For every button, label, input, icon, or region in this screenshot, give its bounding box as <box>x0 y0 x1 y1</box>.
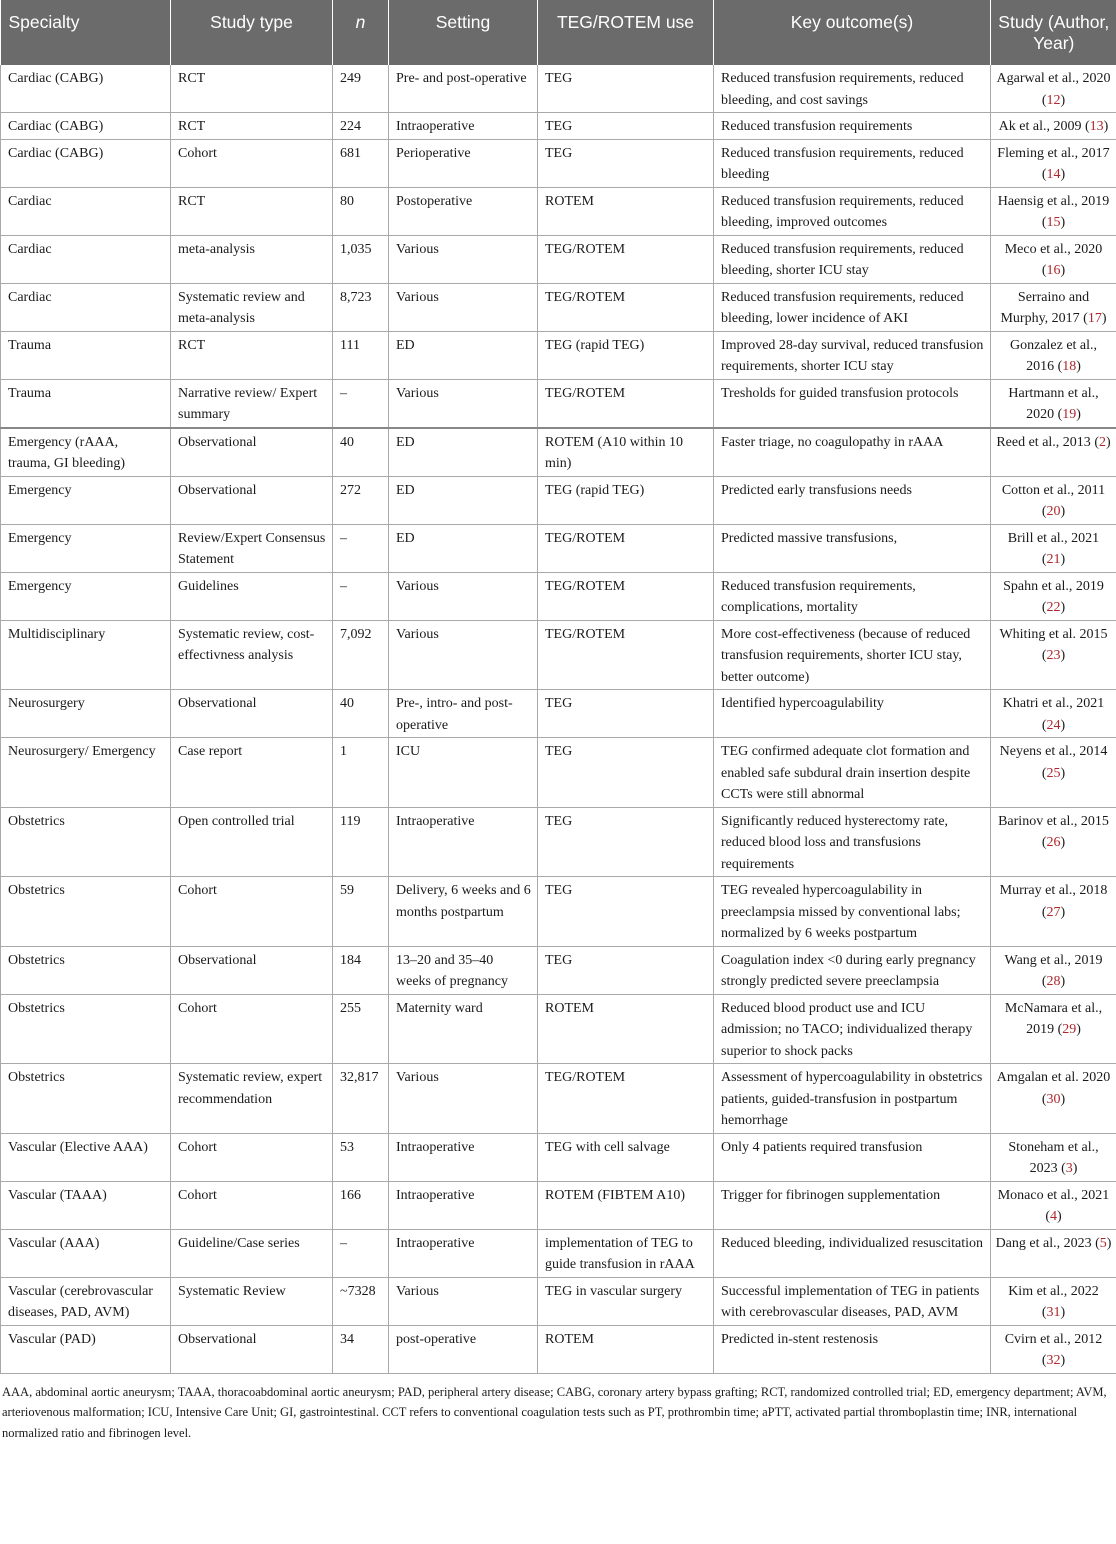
cell-specialty: Vascular (AAA) <box>1 1229 171 1277</box>
reference-link[interactable]: 12 <box>1046 92 1061 108</box>
reference-link[interactable]: 23 <box>1046 648 1061 663</box>
cell-teg-rotem-use: TEG/ROTEM <box>538 379 714 428</box>
cell-specialty: Vascular (TAAA) <box>1 1181 171 1229</box>
reference-link[interactable]: 24 <box>1046 717 1061 733</box>
cell-setting: ED <box>389 331 538 379</box>
reference-link[interactable]: 18 <box>1062 359 1077 374</box>
cell-setting: Various <box>389 379 538 428</box>
cell-n: – <box>333 524 389 572</box>
cell-n: 255 <box>333 994 389 1064</box>
cell-specialty: Emergency <box>1 524 171 572</box>
cell-study: Wang et al., 2019 (28) <box>991 946 1116 994</box>
table-row <box>1 428 1116 477</box>
cell-study-type: Guideline/Case series <box>171 1229 333 1277</box>
cell-specialty: Cardiac (CABG) <box>1 113 171 140</box>
cell-key-outcome: More cost-effectiveness (because of reduced transfusion requirements, shorter ICU stay, better outcome) <box>714 620 991 690</box>
cell-teg-rotem-use: TEG/ROTEM <box>538 283 714 331</box>
cell-study: Khatri et al., 2021 (24) <box>991 690 1116 738</box>
study-citation: Brill et al., 2021 <box>1007 530 1100 546</box>
cell-setting: Various <box>389 572 538 620</box>
cell-specialty: Vascular (Elective AAA) <box>1 1133 171 1181</box>
cell-key-outcome: Reduced transfusion requirements <box>714 113 991 140</box>
cell-teg-rotem-use: implementation of TEG to guide transfusion in rAAA <box>538 1229 714 1277</box>
cell-study: Whiting et al. 2015 (23) <box>991 620 1116 690</box>
cell-setting: ED <box>389 428 538 477</box>
cell-key-outcome: Only 4 patients required transfusion <box>714 1133 991 1181</box>
cell-n: 7,092 <box>333 620 389 690</box>
cell-study: Spahn et al., 2019 (22) <box>991 572 1116 620</box>
study-citation: Wang et al., 2019 <box>1004 952 1103 968</box>
table-row <box>1 283 1116 331</box>
cell-specialty: Obstetrics <box>1 877 171 947</box>
cell-specialty: Vascular (PAD) <box>1 1325 171 1373</box>
cell-key-outcome: Identified hypercoagulability <box>714 690 991 738</box>
study-citation: Serraino and Murphy, 2017 <box>1000 289 1090 326</box>
cell-key-outcome: Improved 28-day survival, reduced transfusion requirements, shorter ICU stay <box>714 331 991 379</box>
cell-teg-rotem-use: ROTEM <box>538 1325 714 1373</box>
cell-setting: Various <box>389 235 538 283</box>
cell-study: Gonzalez et al., 2016 (18) <box>991 331 1116 379</box>
cell-specialty: Trauma <box>1 379 171 428</box>
cell-specialty: Obstetrics <box>1 1064 171 1134</box>
cell-setting: Intraoperative <box>389 113 538 140</box>
cell-key-outcome: Tresholds for guided transfusion protocols <box>714 379 991 428</box>
table-row <box>1 331 1116 379</box>
header-n: n <box>333 0 389 65</box>
cell-key-outcome: Reduced transfusion requirements, reduced bleeding, lower incidence of AKI <box>714 283 991 331</box>
reference-link[interactable]: 26 <box>1046 835 1061 850</box>
cell-key-outcome: Significantly reduced hysterectomy rate, reduced blood loss and transfusions requirements <box>714 807 991 877</box>
table-row <box>1 524 1116 572</box>
study-citation: Meco et al., 2020 <box>1004 241 1103 257</box>
cell-key-outcome: Trigger for fibrinogen supplementation <box>714 1181 991 1229</box>
cell-study: Fleming et al., 2017 (14) <box>991 139 1116 187</box>
cell-study: Agarwal et al., 2020 (12) <box>991 65 1116 113</box>
study-citation: Murray et al., 2018 <box>999 883 1108 898</box>
reference-link[interactable]: 4 <box>1050 1209 1057 1224</box>
table-row <box>1 1229 1116 1277</box>
cell-study: Hartmann et al., 2020 (19) <box>991 379 1116 428</box>
cell-study-type: RCT <box>171 113 333 140</box>
cell-study-type: Observational <box>171 946 333 994</box>
reference-link[interactable]: 14 <box>1046 167 1061 182</box>
study-citation: Stoneham et al., 2023 <box>1008 1139 1099 1176</box>
cell-key-outcome: TEG revealed hypercoagulability in preeclampsia missed by conventional labs; normalized by 6 weeks postpartum <box>714 877 991 947</box>
cell-key-outcome: TEG confirmed adequate clot formation and enabled safe subdural drain insertion despite CCTs were still abnormal <box>714 738 991 808</box>
study-citation: Khatri et al., 2021 <box>1002 696 1105 711</box>
cell-setting: Pre- and post-operative <box>389 65 538 113</box>
header-teg-rotem-use: TEG/ROTEM use <box>538 0 714 65</box>
study-citation: Gonzalez et al., 2016 <box>1009 337 1098 374</box>
cell-setting: Perioperative <box>389 139 538 187</box>
cell-study: Kim et al., 2022 (31) <box>991 1277 1116 1325</box>
study-citation: Fleming et al., 2017 <box>997 145 1110 161</box>
reference-link[interactable]: 25 <box>1046 765 1061 781</box>
cell-key-outcome: Predicted early transfusions needs <box>714 476 991 524</box>
cell-key-outcome: Reduced transfusion requirements, reduced bleeding, and cost savings <box>714 65 991 113</box>
cell-teg-rotem-use: TEG/ROTEM <box>538 524 714 572</box>
cell-study-type: Cohort <box>171 1181 333 1229</box>
cell-study-type: RCT <box>171 65 333 113</box>
cell-n: 272 <box>333 476 389 524</box>
cell-study: Cotton et al., 2011 (20) <box>991 476 1116 524</box>
cell-teg-rotem-use: TEG (rapid TEG) <box>538 331 714 379</box>
cell-study: Reed et al., 2013 (2) <box>991 428 1116 477</box>
cell-study-type: Observational <box>171 476 333 524</box>
cell-study-type: RCT <box>171 187 333 235</box>
cell-specialty: Cardiac <box>1 283 171 331</box>
cell-setting: ED <box>389 476 538 524</box>
cell-specialty: Cardiac <box>1 235 171 283</box>
study-citation: Ak et al., 2009 <box>998 119 1082 134</box>
reference-link[interactable]: 32 <box>1046 1353 1061 1368</box>
cell-n: 681 <box>333 139 389 187</box>
cell-teg-rotem-use: TEG/ROTEM <box>538 235 714 283</box>
cell-teg-rotem-use: ROTEM <box>538 187 714 235</box>
cell-teg-rotem-use: TEG/ROTEM <box>538 620 714 690</box>
cell-key-outcome: Successful implementation of TEG in patients with cerebrovascular diseases, PAD, AVM <box>714 1277 991 1325</box>
cell-setting: 13–20 and 35–40 weeks of pregnancy <box>389 946 538 994</box>
cell-n: 1 <box>333 738 389 808</box>
study-citation: Spahn et al., 2019 <box>1003 578 1104 594</box>
table-row <box>1 379 1116 428</box>
study-citation: Barinov et al., 2015 <box>998 813 1109 829</box>
table-row <box>1 1064 1116 1134</box>
cell-n: 119 <box>333 807 389 877</box>
cell-study-type: Cohort <box>171 877 333 947</box>
cell-teg-rotem-use: ROTEM (FIBTEM A10) <box>538 1181 714 1229</box>
cell-specialty: Cardiac (CABG) <box>1 139 171 187</box>
cell-study: Amgalan et al. 2020 (30) <box>991 1064 1116 1134</box>
cell-specialty: Obstetrics <box>1 807 171 877</box>
cell-study-type: Case report <box>171 738 333 808</box>
reference-link[interactable]: 2 <box>1098 434 1106 450</box>
cell-n: – <box>333 379 389 428</box>
table-row <box>1 738 1116 808</box>
header-study-type: Study type <box>171 0 333 65</box>
cell-specialty: Cardiac <box>1 187 171 235</box>
table-row <box>1 1325 1116 1373</box>
cell-teg-rotem-use: TEG/ROTEM <box>538 1064 714 1134</box>
cell-n: 59 <box>333 877 389 947</box>
study-citation: Cvirn et al., 2012 <box>1004 1331 1103 1347</box>
cell-study-type: Observational <box>171 428 333 477</box>
cell-n: 184 <box>333 946 389 994</box>
reference-link[interactable]: 13 <box>1089 119 1104 134</box>
header-study: Study (Author, Year) <box>991 0 1116 65</box>
cell-specialty: Emergency (rAAA, trauma, GI bleeding) <box>1 428 171 477</box>
cell-n: 166 <box>333 1181 389 1229</box>
cell-teg-rotem-use: TEG <box>538 946 714 994</box>
cell-key-outcome: Reduced blood product use and ICU admission; no TACO; individualized therapy superior to shock packs <box>714 994 991 1064</box>
header-setting: Setting <box>389 0 538 65</box>
cell-study-type: Observational <box>171 1325 333 1373</box>
table-footnote: AAA, abdominal aortic aneurysm; TAAA, thoracoabdominal aortic aneurysm; PAD, peripheral artery disease; CABG, coronary artery bypass grafting; RCT, randomized controlled trial; ED, emergency department; AVM, arteriovenous malformation; ICU, Intensive Care Unit; GI, gastrointestinal. CCT refers to conventional coagulation tests such as PT, prothrombin time; aPTT, activated partial thromboplastin time; INR, international normalized ratio and fibrinogen level. <box>2 1384 1107 1440</box>
cell-n: 249 <box>333 65 389 113</box>
cell-teg-rotem-use: TEG in vascular surgery <box>538 1277 714 1325</box>
cell-study: Serraino and Murphy, 2017 (17) <box>991 283 1116 331</box>
cell-n: 40 <box>333 428 389 477</box>
cell-setting: Intraoperative <box>389 1229 538 1277</box>
cell-n: 32,817 <box>333 1064 389 1134</box>
study-citation: Amgalan et al. 2020 <box>996 1070 1111 1085</box>
cell-setting: Delivery, 6 weeks and 6 months postpartum <box>389 877 538 947</box>
cell-study-type: RCT <box>171 331 333 379</box>
cell-study: Brill et al., 2021 (21) <box>991 524 1116 572</box>
cell-teg-rotem-use: TEG <box>538 139 714 187</box>
cell-study: McNamara et al., 2019 (29) <box>991 994 1116 1064</box>
study-citation: Hartmann et al., 2020 <box>1008 385 1099 422</box>
cell-key-outcome: Faster triage, no coagulopathy in rAAA <box>714 428 991 477</box>
cell-study: Dang et al., 2023 (5) <box>991 1229 1116 1277</box>
table-row <box>1 877 1116 947</box>
table-row <box>1 946 1116 994</box>
cell-study: Barinov et al., 2015 (26) <box>991 807 1116 877</box>
cell-study-type: Systematic Review <box>171 1277 333 1325</box>
cell-specialty: Cardiac (CABG) <box>1 65 171 113</box>
table-row <box>1 187 1116 235</box>
table-header-row <box>1 0 1116 65</box>
cell-study-type: Observational <box>171 690 333 738</box>
cell-teg-rotem-use: ROTEM (A10 within 10 min) <box>538 428 714 477</box>
table-row <box>1 620 1116 690</box>
cell-teg-rotem-use: TEG <box>538 65 714 113</box>
study-citation: Haensig et al., 2019 <box>997 193 1110 209</box>
cell-n: ~7328 <box>333 1277 389 1325</box>
cell-study: Neyens et al., 2014 (25) <box>991 738 1116 808</box>
table-row <box>1 807 1116 877</box>
cell-study-type: Systematic review, cost-effectivness analysis <box>171 620 333 690</box>
cell-n: 53 <box>333 1133 389 1181</box>
cell-study-type: Cohort <box>171 994 333 1064</box>
cell-study-type: Review/Expert Consensus Statement <box>171 524 333 572</box>
cell-study: Monaco et al., 2021 (4) <box>991 1181 1116 1229</box>
cell-study: Murray et al., 2018 (27) <box>991 877 1116 947</box>
cell-n: 8,723 <box>333 283 389 331</box>
study-citation: Agarwal et al., 2020 <box>996 71 1111 86</box>
cell-setting: post-operative <box>389 1325 538 1373</box>
cell-setting: ED <box>389 524 538 572</box>
reference-link[interactable]: 22 <box>1046 600 1061 615</box>
reference-link[interactable]: 3 <box>1065 1161 1073 1176</box>
cell-n: 40 <box>333 690 389 738</box>
cell-study-type: Systematic review, expert recommendation <box>171 1064 333 1134</box>
cell-specialty: Obstetrics <box>1 994 171 1064</box>
cell-key-outcome: Coagulation index <0 during early pregnancy strongly predicted severe preeclampsia <box>714 946 991 994</box>
cell-study: Cvirn et al., 2012 (32) <box>991 1325 1116 1373</box>
cell-n: – <box>333 572 389 620</box>
reference-link[interactable]: 28 <box>1046 974 1061 989</box>
table-row <box>1 65 1116 113</box>
header-specialty: Specialty <box>1 0 171 65</box>
cell-teg-rotem-use: ROTEM <box>538 994 714 1064</box>
cell-specialty: Neurosurgery <box>1 690 171 738</box>
table-row <box>1 994 1116 1064</box>
reference-link[interactable]: 27 <box>1046 904 1061 920</box>
study-citation: Reed et al., 2013 <box>996 434 1091 450</box>
cell-setting: Intraoperative <box>389 1133 538 1181</box>
cell-teg-rotem-use: TEG <box>538 877 714 947</box>
cell-key-outcome: Reduced transfusion requirements, complications, mortality <box>714 572 991 620</box>
cell-teg-rotem-use: TEG <box>538 738 714 808</box>
cell-setting: Various <box>389 283 538 331</box>
cell-specialty: Emergency <box>1 572 171 620</box>
cell-teg-rotem-use: TEG (rapid TEG) <box>538 476 714 524</box>
header-key-outcomes: Key outcome(s) <box>714 0 991 65</box>
cell-n: 80 <box>333 187 389 235</box>
cell-key-outcome: Assessment of hypercoagulability in obstetrics patients, guided-transfusion in postpartum hemorrhage <box>714 1064 991 1134</box>
cell-study-type: Guidelines <box>171 572 333 620</box>
cell-specialty: Multidisciplinary <box>1 620 171 690</box>
study-citation: Monaco et al., 2021 <box>997 1187 1110 1203</box>
reference-link[interactable]: 15 <box>1046 215 1061 230</box>
cell-key-outcome: Reduced transfusion requirements, reduced bleeding, improved outcomes <box>714 187 991 235</box>
cell-study-type: Systematic review and meta-analysis <box>171 283 333 331</box>
reference-link[interactable]: 20 <box>1046 504 1061 519</box>
reference-link[interactable]: 17 <box>1087 311 1102 326</box>
reference-link[interactable]: 21 <box>1046 552 1061 567</box>
reference-link[interactable]: 16 <box>1046 263 1061 278</box>
reference-link[interactable]: 19 <box>1062 407 1077 422</box>
cell-n: 1,035 <box>333 235 389 283</box>
study-citation: Neyens et al., 2014 <box>999 744 1108 759</box>
cell-n: 224 <box>333 113 389 140</box>
cell-teg-rotem-use: TEG/ROTEM <box>538 572 714 620</box>
table-row <box>1 572 1116 620</box>
cell-setting: Various <box>389 1277 538 1325</box>
table-row <box>1 1133 1116 1181</box>
table-row <box>1 139 1116 187</box>
cell-specialty: Emergency <box>1 476 171 524</box>
study-citation: Kim et al., 2022 <box>1008 1283 1099 1299</box>
cell-teg-rotem-use: TEG with cell salvage <box>538 1133 714 1181</box>
reference-link[interactable]: 31 <box>1046 1305 1061 1320</box>
table-row <box>1 113 1116 140</box>
cell-study-type: Narrative review/ Expert summary <box>171 379 333 428</box>
cell-n: – <box>333 1229 389 1277</box>
table-body <box>1 65 1116 1373</box>
cell-specialty: Vascular (cerebrovascular diseases, PAD, AVM) <box>1 1277 171 1325</box>
table-row <box>1 1181 1116 1229</box>
study-citation: Cotton et al., 2011 <box>1001 482 1106 498</box>
table-row <box>1 235 1116 283</box>
reference-link[interactable]: 5 <box>1099 1235 1107 1251</box>
study-citation: Dang et al., 2023 <box>995 1235 1092 1251</box>
reference-link[interactable]: 29 <box>1062 1022 1077 1037</box>
cell-setting: Various <box>389 620 538 690</box>
cell-teg-rotem-use: TEG <box>538 807 714 877</box>
cell-key-outcome: Reduced transfusion requirements, reduced bleeding, shorter ICU stay <box>714 235 991 283</box>
cell-setting: Postoperative <box>389 187 538 235</box>
cell-key-outcome: Reduced transfusion requirements, reduced bleeding <box>714 139 991 187</box>
cell-setting: Maternity ward <box>389 994 538 1064</box>
cell-setting: ICU <box>389 738 538 808</box>
cell-study: Ak et al., 2009 (13) <box>991 113 1116 140</box>
reference-link[interactable]: 30 <box>1046 1091 1061 1107</box>
cell-setting: Pre-, intro- and post-operative <box>389 690 538 738</box>
cell-study: Meco et al., 2020 (16) <box>991 235 1116 283</box>
cell-key-outcome: Reduced bleeding, individualized resuscitation <box>714 1229 991 1277</box>
cell-study: Stoneham et al., 2023 (3) <box>991 1133 1116 1181</box>
cell-n: 34 <box>333 1325 389 1373</box>
cell-n: 111 <box>333 331 389 379</box>
cell-key-outcome: Predicted in-stent restenosis <box>714 1325 991 1373</box>
cell-study-type: Cohort <box>171 139 333 187</box>
study-citation: Whiting et al. 2015 <box>999 626 1108 642</box>
cell-setting: Intraoperative <box>389 807 538 877</box>
cell-specialty: Trauma <box>1 331 171 379</box>
cell-study: Haensig et al., 2019 (15) <box>991 187 1116 235</box>
cell-study-type: meta-analysis <box>171 235 333 283</box>
cell-teg-rotem-use: TEG <box>538 690 714 738</box>
cell-specialty: Neurosurgery/ Emergency <box>1 738 171 808</box>
table-row <box>1 476 1116 524</box>
table-row <box>1 690 1116 738</box>
cell-setting: Intraoperative <box>389 1181 538 1229</box>
cell-study-type: Cohort <box>171 1133 333 1181</box>
cell-teg-rotem-use: TEG <box>538 113 714 140</box>
cell-study-type: Open controlled trial <box>171 807 333 877</box>
cell-setting: Various <box>389 1064 538 1134</box>
table-row <box>1 1277 1116 1325</box>
cell-key-outcome: Predicted massive transfusions, <box>714 524 991 572</box>
study-citation: McNamara et al., 2019 <box>1004 1000 1103 1037</box>
cell-specialty: Obstetrics <box>1 946 171 994</box>
